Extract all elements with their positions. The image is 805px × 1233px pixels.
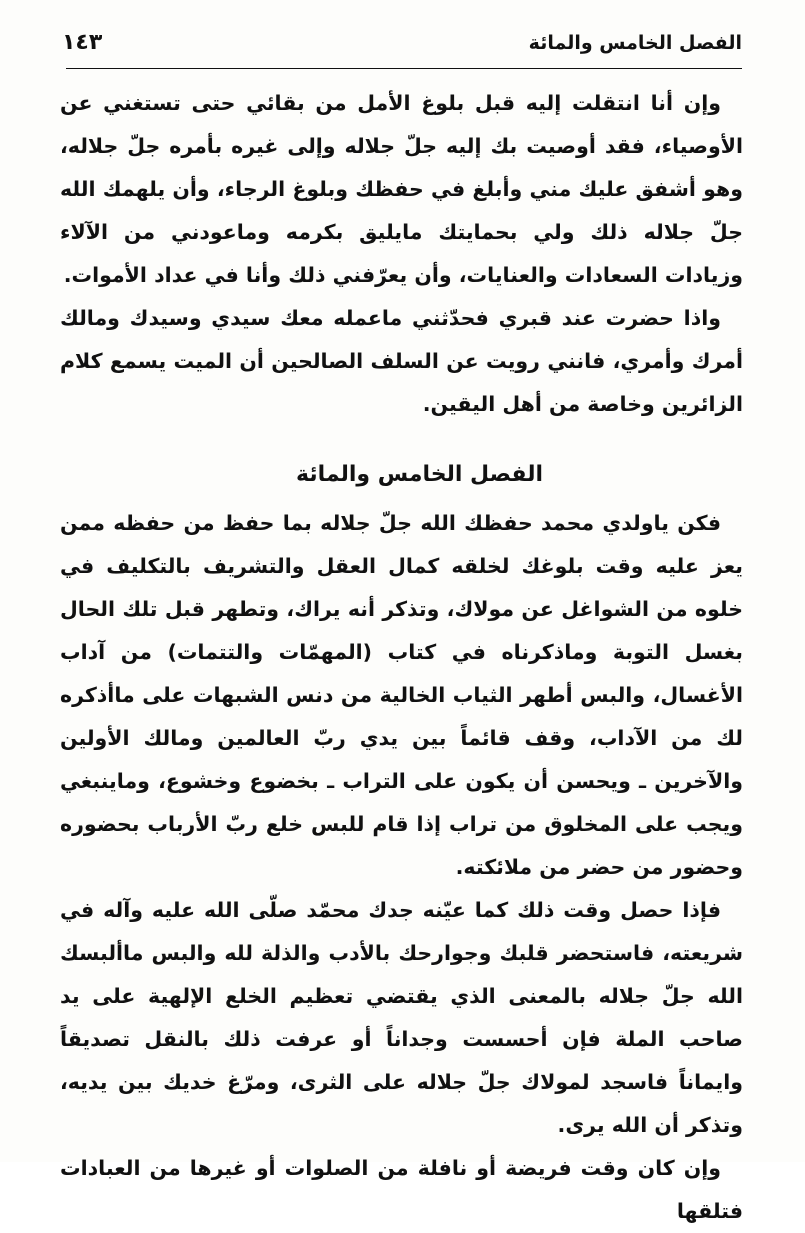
header-rule [66, 68, 742, 69]
running-title: الفصل الخامس والمائة [528, 32, 742, 54]
paragraph: واذا حضرت عند قبري فحدّثني ماعمله معك سيدي وسيدك ومالك أمرك وأمري، فانني رويت عن السلف الصالحين أن الميت يسمع كلام الزائرين وخاصة من أهل اليقين. [60, 306, 743, 416]
paragraph: وإن كان وقت فريضة أو نافلة من الصلوات أو غيرها من العبادات فتلقها [60, 1156, 743, 1223]
paragraph: فكن ياولدي محمد حفظك الله جلّ جلاله بما حفظ من حفظه ممن يعز عليه وقت بلوغك لخلقه كمال العقل والتشريف بالتكليف في خلوه من الشواغل عن مولاك، وتذكر أنه يراك، وتطهر قبل تلك الحال بغسل التوبة وماذكرناه في كتاب (المهمّات والتتمات) من آداب الأغسال، والبس أطهر الثياب الخالية من دنس الشبهات على ماأذكره لك من الآداب، وقف قائماً بين يدي ربّ العالمين ومالك الأولين والآخرين ـ ويحسن أن يكون على التراب ـ بخضوع وخشوع، وماينبغي ويجب على المخلوق من تراب إذا قام للبس خلع ربّ الأرباب بحضوره وحضور من حضر من ملائكته. [60, 511, 743, 879]
section-heading: الفصل الخامس والمائة [296, 462, 543, 487]
paragraph: فإذا حصل وقت ذلك كما عيّنه جدك محمّد صلّى الله عليه وآله في شريعته، فاستحضر قلبك وجوارحك بالأدب والذلة لله والبس ماألبسك الله جلّ جلاله بالمعنى الذي يقتضي تعظيم الخلع الإلهية على يد صاحب الملة فإن أحسست وجداناً أو عرفت ذلك بالنقل تصديقاً وايماناً فاسجد لمولاك جلّ جلاله على الثرى، ومرّغ خديك بين يديه، وتذكر أن الله يرى. [60, 898, 743, 1137]
page-number: ١٤٣ [62, 30, 103, 55]
paragraph: وإن أنا انتقلت إليه قبل بلوغ الأمل من بقائي حتى تستغني عن الأوصياء، فقد أوصيت بك إليه جلّ جلاله وإلى غيره بأمره جلّ جلاله، وهو أشفق عليك مني وأبلغ في حفظك وبلوغ الرجاء، وأن يلهمك الله جلّ جلاله ذلك ولي بحمايتك مايليق بكرمه وماعودني من الآلاء وزيادات السعادات والعنايات، وأن يعرّفني ذلك وأنا في عداد الأموات. [60, 91, 743, 287]
body-text [60, 82, 743, 1233]
running-header [62, 28, 742, 62]
